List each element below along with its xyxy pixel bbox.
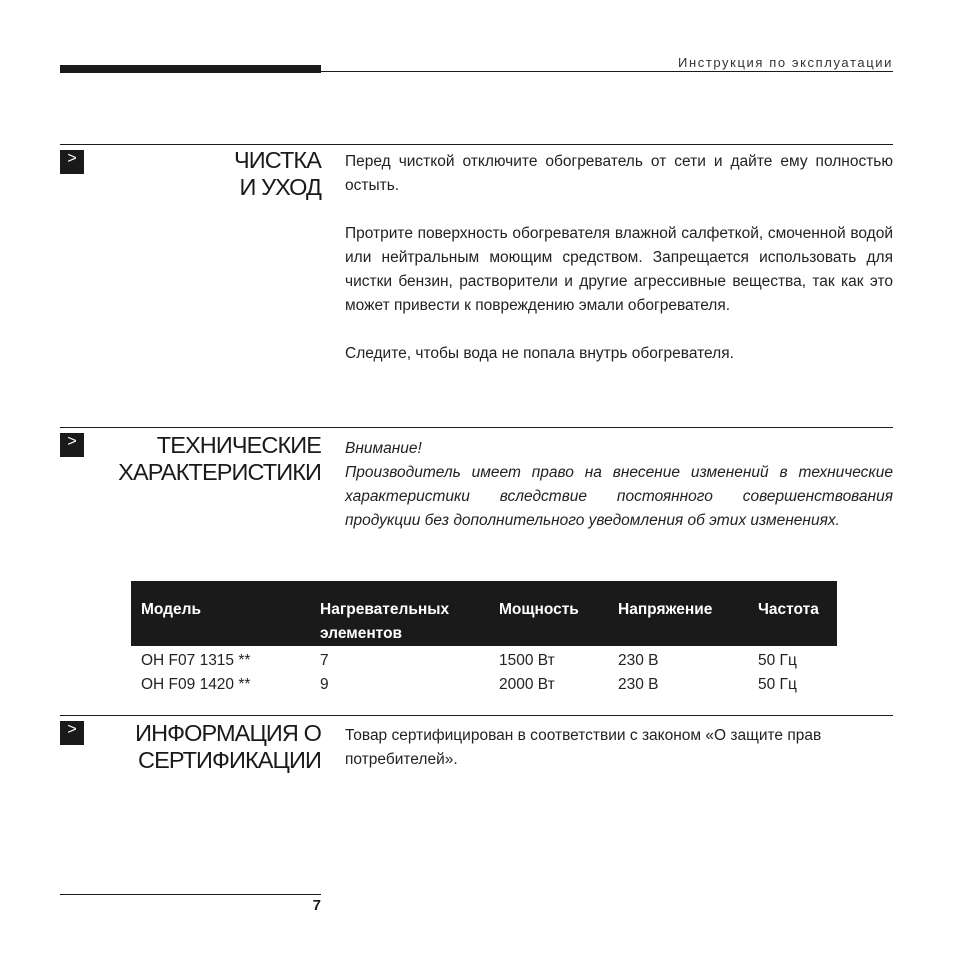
paragraph: Протрите поверхность обогревателя влажной салфеткой, смоченной водой или нейтральным моющим средством. Запрещается использовать для чистки бензин, растворители и другие агрессивные вещества, так как это может привести к повреждению эмали обогревателя. (345, 225, 893, 314)
table-cell: 230 В (618, 676, 659, 693)
column-header: Нагревательных элементов (310, 581, 489, 646)
table-cell: 9 (320, 676, 329, 693)
table-cell: OH F09 1420 ** (141, 676, 251, 693)
table-cell: 7 (320, 652, 329, 669)
column-header: Напряжение (608, 581, 748, 646)
section-body-cleaning (345, 150, 893, 366)
paragraph: Следите, чтобы вода не попала внутрь обогревателя. (345, 345, 734, 362)
section-divider (60, 427, 893, 428)
page-number: 7 (312, 897, 321, 914)
section-title-cleaning: ЧИСТКА И УХОД (233, 147, 321, 200)
table-cell: 230 В (618, 652, 659, 669)
specs-table (131, 581, 837, 697)
section-body-certification (345, 724, 893, 772)
section-title-specs: ТЕХНИЧЕСКИЕ ХАРАКТЕРИСТИКИ (118, 432, 321, 485)
table-cell: OH F07 1315 ** (141, 652, 251, 669)
column-header: Мощность (489, 581, 608, 646)
table-cell: 2000 Вт (499, 676, 555, 693)
table-header-row (131, 581, 837, 646)
header-bar (60, 65, 321, 73)
section-marker-icon: > (60, 150, 84, 174)
section-marker-icon: > (60, 433, 84, 457)
paragraph: Перед чисткой отключите обогреватель от сети и дайте ему полностью остыть. (345, 153, 893, 194)
table-cell: 1500 Вт (499, 652, 555, 669)
note-text: Производитель имеет право на внесение изменений в технические характеристики вследствие постоянного совершенствования продукции без дополнительного уведомления об этих изменениях. (345, 464, 893, 529)
table-cell: 50 Гц (758, 676, 797, 693)
table-row (131, 673, 837, 697)
table-cell: 50 Гц (758, 652, 797, 669)
column-header: Частота (748, 581, 837, 646)
note-title: Внимание! (345, 440, 422, 457)
header-title: Инструкция по эксплуатации (678, 55, 893, 70)
section-title-certification: ИНФОРМАЦИЯ О СЕРТИФИКАЦИИ (135, 720, 321, 773)
section-divider (60, 144, 893, 145)
column-header: Модель (131, 581, 310, 646)
footer-rule (60, 894, 321, 895)
section-marker-icon: > (60, 721, 84, 745)
table-row (131, 646, 837, 673)
paragraph: Товар сертифицирован в соответствии с законом «О защите прав потребителей». (345, 727, 822, 768)
header-rule (321, 71, 893, 72)
section-body-specs (345, 437, 893, 533)
section-divider (60, 715, 893, 716)
